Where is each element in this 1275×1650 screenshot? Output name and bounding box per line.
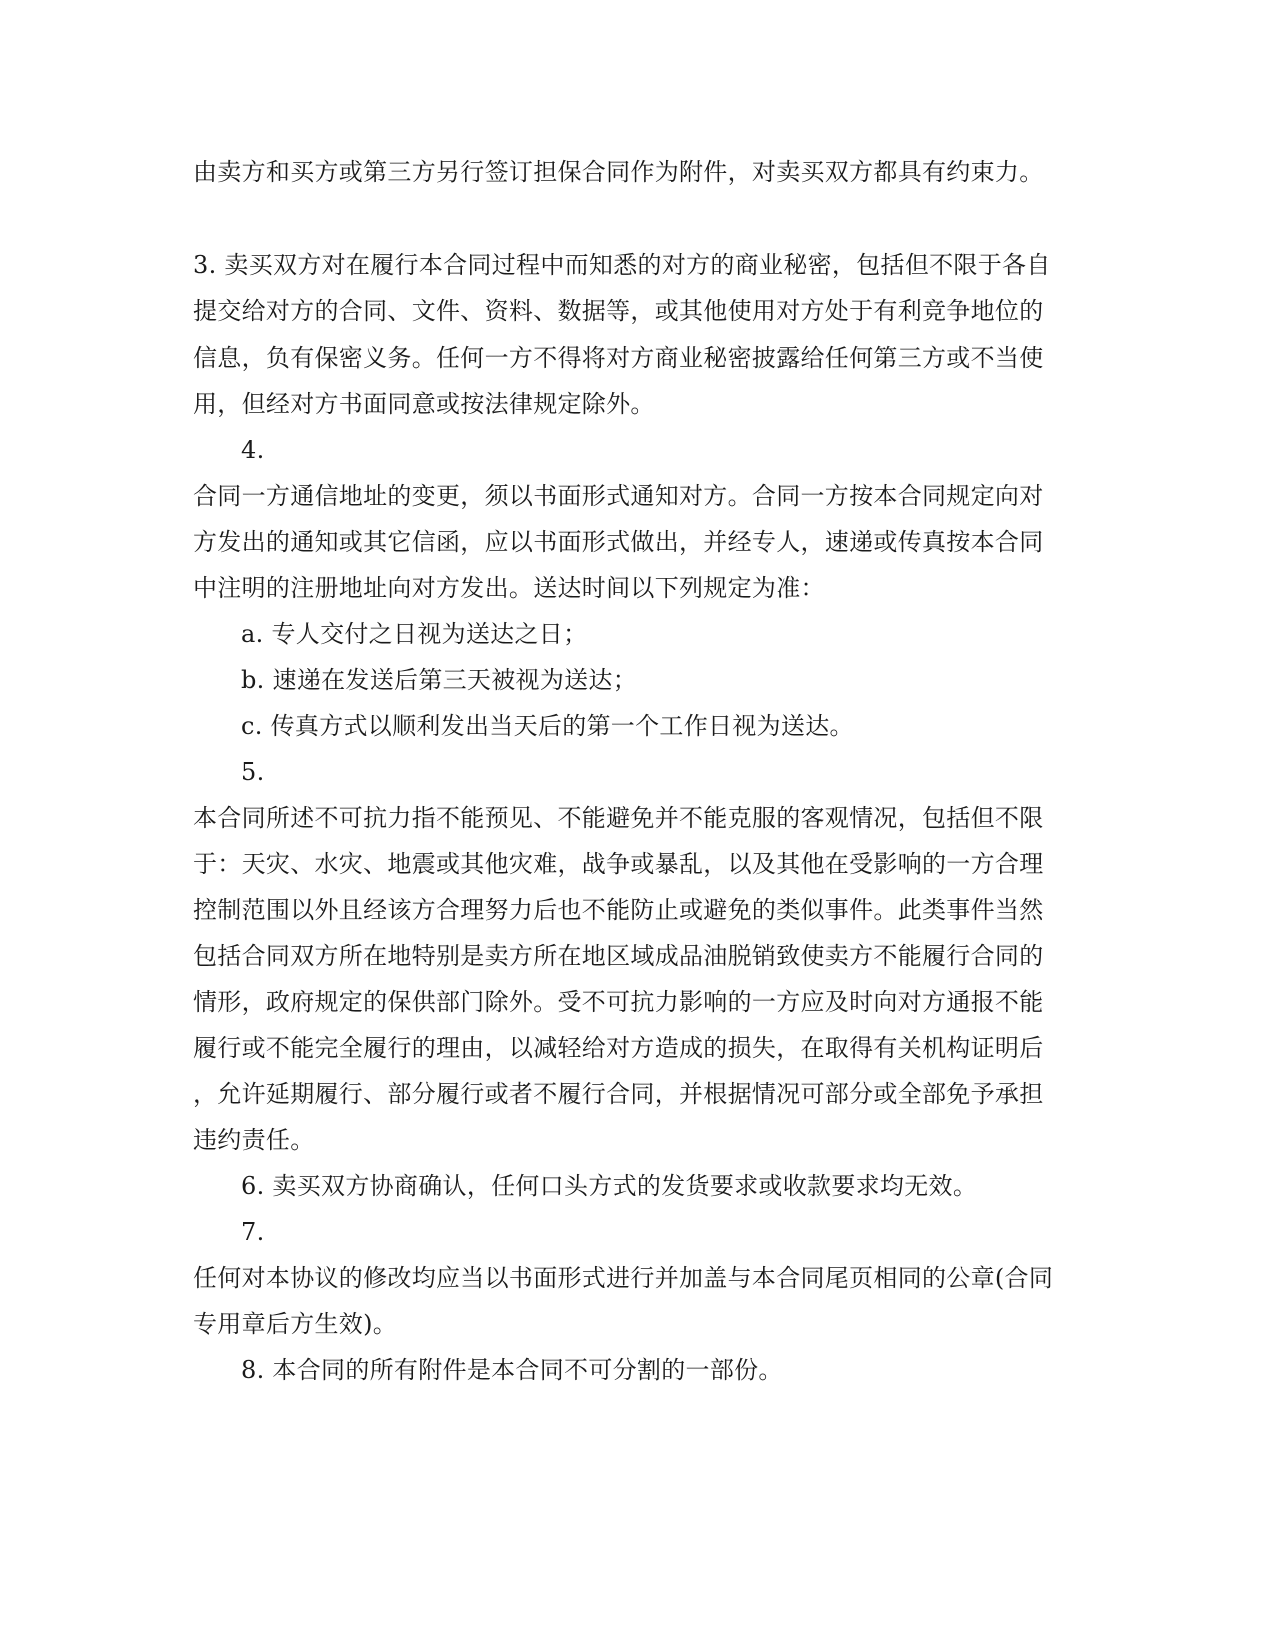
paragraph-line: 信息，负有保密义务。任何一方不得将对方商业秘密披露给任何第三方或不当使 [193, 344, 1044, 372]
paragraph-line: 用，但经对方书面同意或按法律规定除外。 [193, 390, 655, 418]
paragraph-line: 控制范围以外且经该方合理努力后也不能防止或避免的类似事件。此类事件当然 [193, 896, 1044, 924]
paragraph-line: 中注明的注册地址向对方发出。送达时间以下列规定为准： [193, 574, 825, 602]
paragraph-line: 本合同所述不可抗力指不能预见、不能避免并不能克服的客观情况，包括但不限 [193, 804, 1044, 832]
list-item: b. 速递在发送后第三天被视为送达； [241, 666, 638, 694]
clause-number: 7. [241, 1218, 265, 1246]
paragraph-line: 情形，政府规定的保供部门除外。受不可抗力影响的一方应及时向对方通报不能 [193, 988, 1044, 1016]
clause-number: 4. [241, 436, 265, 464]
clause-number: 5. [241, 758, 265, 786]
list-item: c. 传真方式以顺利发出当天后的第一个工作日视为送达。 [241, 712, 854, 740]
paragraph-line: 方发出的通知或其它信函，应以书面形式做出，并经专人，速递或传真按本合同 [193, 528, 1044, 556]
paragraph-line: 任何对本协议的修改均应当以书面形式进行并加盖与本合同尾页相同的公章(合同 [193, 1264, 1054, 1292]
paragraph-line: 履行或不能完全履行的理由，以减轻给对方造成的损失，在取得有关机构证明后 [193, 1034, 1044, 1062]
clause-line: 8. 本合同的所有附件是本合同不可分割的一部份。 [241, 1356, 783, 1384]
paragraph-line: 由卖方和买方或第三方另行签订担保合同作为附件，对卖买双方都具有约束力。 [193, 158, 1044, 186]
paragraph-line: ，允许延期履行、部分履行或者不履行合同，并根据情况可部分或全部免予承担 [193, 1080, 1044, 1108]
clause-line: 6. 卖买双方协商确认，任何口头方式的发货要求或收款要求均无效。 [241, 1172, 978, 1200]
list-item: a. 专人交付之日视为送达之日； [241, 620, 588, 648]
paragraph-line: 合同一方通信地址的变更，须以书面形式通知对方。合同一方按本合同规定向对 [193, 482, 1044, 510]
paragraph-line: 于：天灾、水灾、地震或其他灾难，战争或暴乱，以及其他在受影响的一方合理 [193, 850, 1044, 878]
paragraph-line: 违约责任。 [193, 1126, 315, 1154]
paragraph-line: 包括合同双方所在地特别是卖方所在地区域成品油脱销致使卖方不能履行合同的 [193, 942, 1044, 970]
paragraph-line: 专用章后方生效)。 [193, 1310, 398, 1338]
paragraph-line: 3. 卖买双方对在履行本合同过程中而知悉的对方的商业秘密，包括但不限于各自 [193, 251, 1051, 279]
paragraph-line: 提交给对方的合同、文件、资料、数据等，或其他使用对方处于有利竞争地位的 [193, 297, 1044, 325]
